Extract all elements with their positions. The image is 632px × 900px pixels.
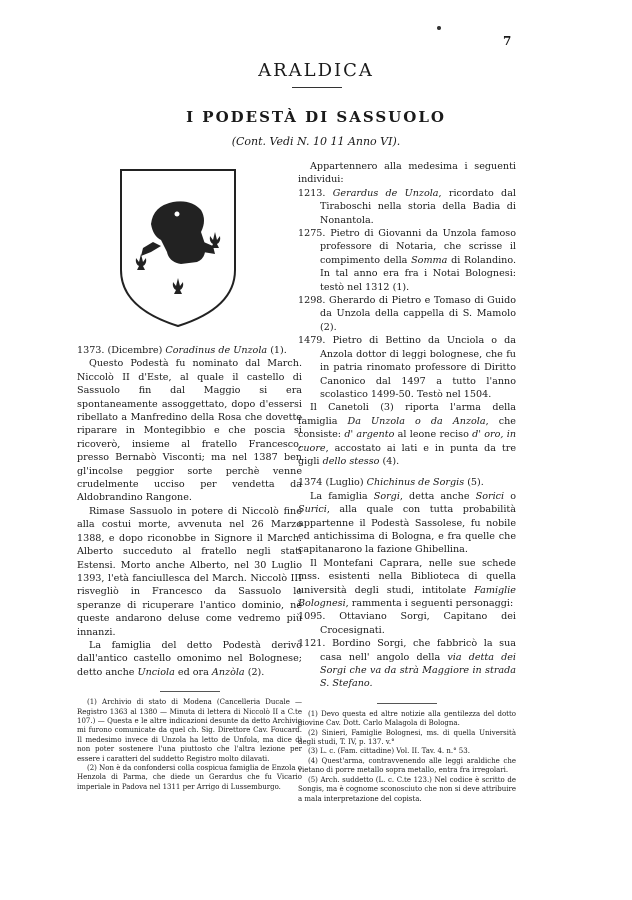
paragraph: Appartennero alla medesima i seguenti individui:: [298, 161, 516, 186]
entry-1298: 1298. Gherardo di Pietro e Tomaso di Guido da Unzola della cappella di S. Mamolo (2).: [298, 295, 516, 333]
footnote: (3) L. c. (Fam. cittadine) Vol. II. Tav. 4. n.° 53.: [308, 747, 470, 756]
entry-1213: 1213. Gerardus de Unzola, ricordato dal Tiraboschi nella storia della Badia di Nonantola.: [298, 187, 516, 226]
ink-dot: [437, 26, 441, 30]
coat-of-arms-shield: [117, 166, 239, 330]
footnotes-left: [77, 698, 302, 792]
paragraph: La famiglia del detto Podestà derivò dall'antico castello omonimo nel Bolognese; detto anche Unciola ed ora Anzòla (2).: [77, 639, 302, 678]
entry-coradinus: 1373. (Dicembre) Coradinus de Unzola (1).: [77, 345, 287, 356]
continuation-note: (Cont. Vedi N. 10 11 Anno VI).: [231, 135, 401, 148]
entry-1479: 1479. Pietro di Bettino da Unciola o da Anzola dottor di leggi bolognese, che fu in patria rinomato professore di Diritto Canonico dal 1497 a tutto l'anno scolastico 1499-50. Testò nel 1504.: [298, 335, 517, 400]
entry-chichinus: 1374 (Luglio) Chichinus de Sorgis (5).: [298, 477, 484, 489]
footnote: (5) Arch. suddetto (L. c. C.te 123.) Nel codice è scritto de Songis, ma è cognome sconosciuto che non si deve attribuire a mala interpretazione del copista.: [298, 775, 516, 803]
entry-1121: 1121. Bordino Sorgi, che fabbricò la sua casa nell' angolo della via detta dei Sorgi che va da strà Maggiore in strada S. Stefano.: [298, 638, 516, 690]
entry-1275: 1275. Pietro di Giovanni da Unzola famoso professore di Notaria, che scrisse il compimento della Somma di Rolandino. In tal anno era fra i Notai Bolognesi: testò nel 1312 (1).: [298, 228, 516, 293]
paragraph-sorgi: La famiglia Sorgi, detta anche Sorici o Surici, alla quale con tutta probabilità appartenne il Podestà Sassolese, fu nobile ed antichissima di Bologna, e fra quelle che capitanarono la fazione Ghibellina.: [298, 490, 516, 556]
left-column: [77, 344, 302, 792]
footnote: (2) Non è da confondersi colla cospicua famiglia de Enzola o Henzola di Parma, che diede un Gerardus che fu Vicario imperiale in Padova nel 1311 per Arrigo di Lussemburgo.: [77, 764, 302, 791]
heading-rule: [292, 87, 342, 88]
section-heading: ARALDICA: [258, 60, 374, 81]
right-column: [298, 160, 516, 804]
page-number: 7: [503, 34, 512, 48]
article-title: I PODESTÀ DI SASSUOLO: [186, 108, 446, 126]
footnote: (4) Quest'arma, contravvenendo alle leggi araldiche che vietano di porre metallo sopra metallo, entra fra irregolari.: [298, 756, 516, 775]
paragraph-canetoli: Il Canetoli (3) riporta l'arma della famiglia Da Unzola o da Anzola, che consiste: d' argento al leone reciso d' oro, in cuore, accostato ai lati e in punta da tre gigli dello stesso (4).: [298, 402, 516, 467]
footnote-divider: [160, 691, 220, 692]
entry-1095: 1095. Ottaviano Sorgi, Capitano dei Crocesignati.: [298, 611, 516, 636]
footnote: (2) Sinieri, Famiglie Bolognesi, ms. di quella Università degli studi, T. IV, p. 137. v.°: [298, 728, 516, 747]
footnote: (1) Devo questa ed altre notizie alla gentilezza del dotto giovine Cav. Dott. Carlo Malagola di Bologna.: [298, 709, 516, 728]
footnote-divider: [377, 703, 437, 704]
footnotes-right: [298, 710, 516, 804]
footnote: (1) Archivio di stato di Modena (Cancelleria Ducale — Registro 1363 al 1380 — Minuta di lettera di Niccolò II a C.te 107.) — Questa e le altre indicazioni desunte da detto Archivio mi furono comunicate da quel ch. Sig. Direttore Cav. Foucard. Il medesimo invece di Unzola ha letto de Unfola, ma dice di non poter sostenere l'una piuttosto che l'altra lezione per essere i caratteri del suddetto Registro molto dilavati.: [77, 698, 302, 763]
paragraph-montefani: Il Montefani Caprara, nelle sue schede mss. esistenti nella Biblioteca di quella università degli studi, intitolate Famiglie Bolognesi, rammenta i seguenti personaggi:: [298, 557, 516, 609]
paragraph: Questo Podestà fu nominato dal March. Niccolò II d'Este, al quale il castello di Sassuolo fin dal Maggio si era spontaneamente assoggettato, dopo d'essersi ribellato a Manfredino della Rosa che dovette riparare in Montegibbio e che poscia si ricoverò, insieme al fratello Francesco, presso Bernabò Visconti; ma nel 1387 ben gl'incolse peggior sorte perchè venne crudelmente ucciso per vendetta da Aldobrandino Rangone.: [77, 358, 302, 504]
paragraph: Rimase Sassuolo in potere di Niccolò fino alla costui morte, avvenuta nel 26 Marzo 1388, e dopo riconobbe in Signore il March. Alberto succeduto al fratello negli stati Estensi. Morto anche Alberto, nel 30 Luglio 1393, l'età fanciullesca del March. Niccolò III risvegliò in Francesco da Sassuolo le speranze di ricuperare l'antico dominio, nè queste andarono deluse come vedremo più innanzi.: [77, 505, 302, 638]
